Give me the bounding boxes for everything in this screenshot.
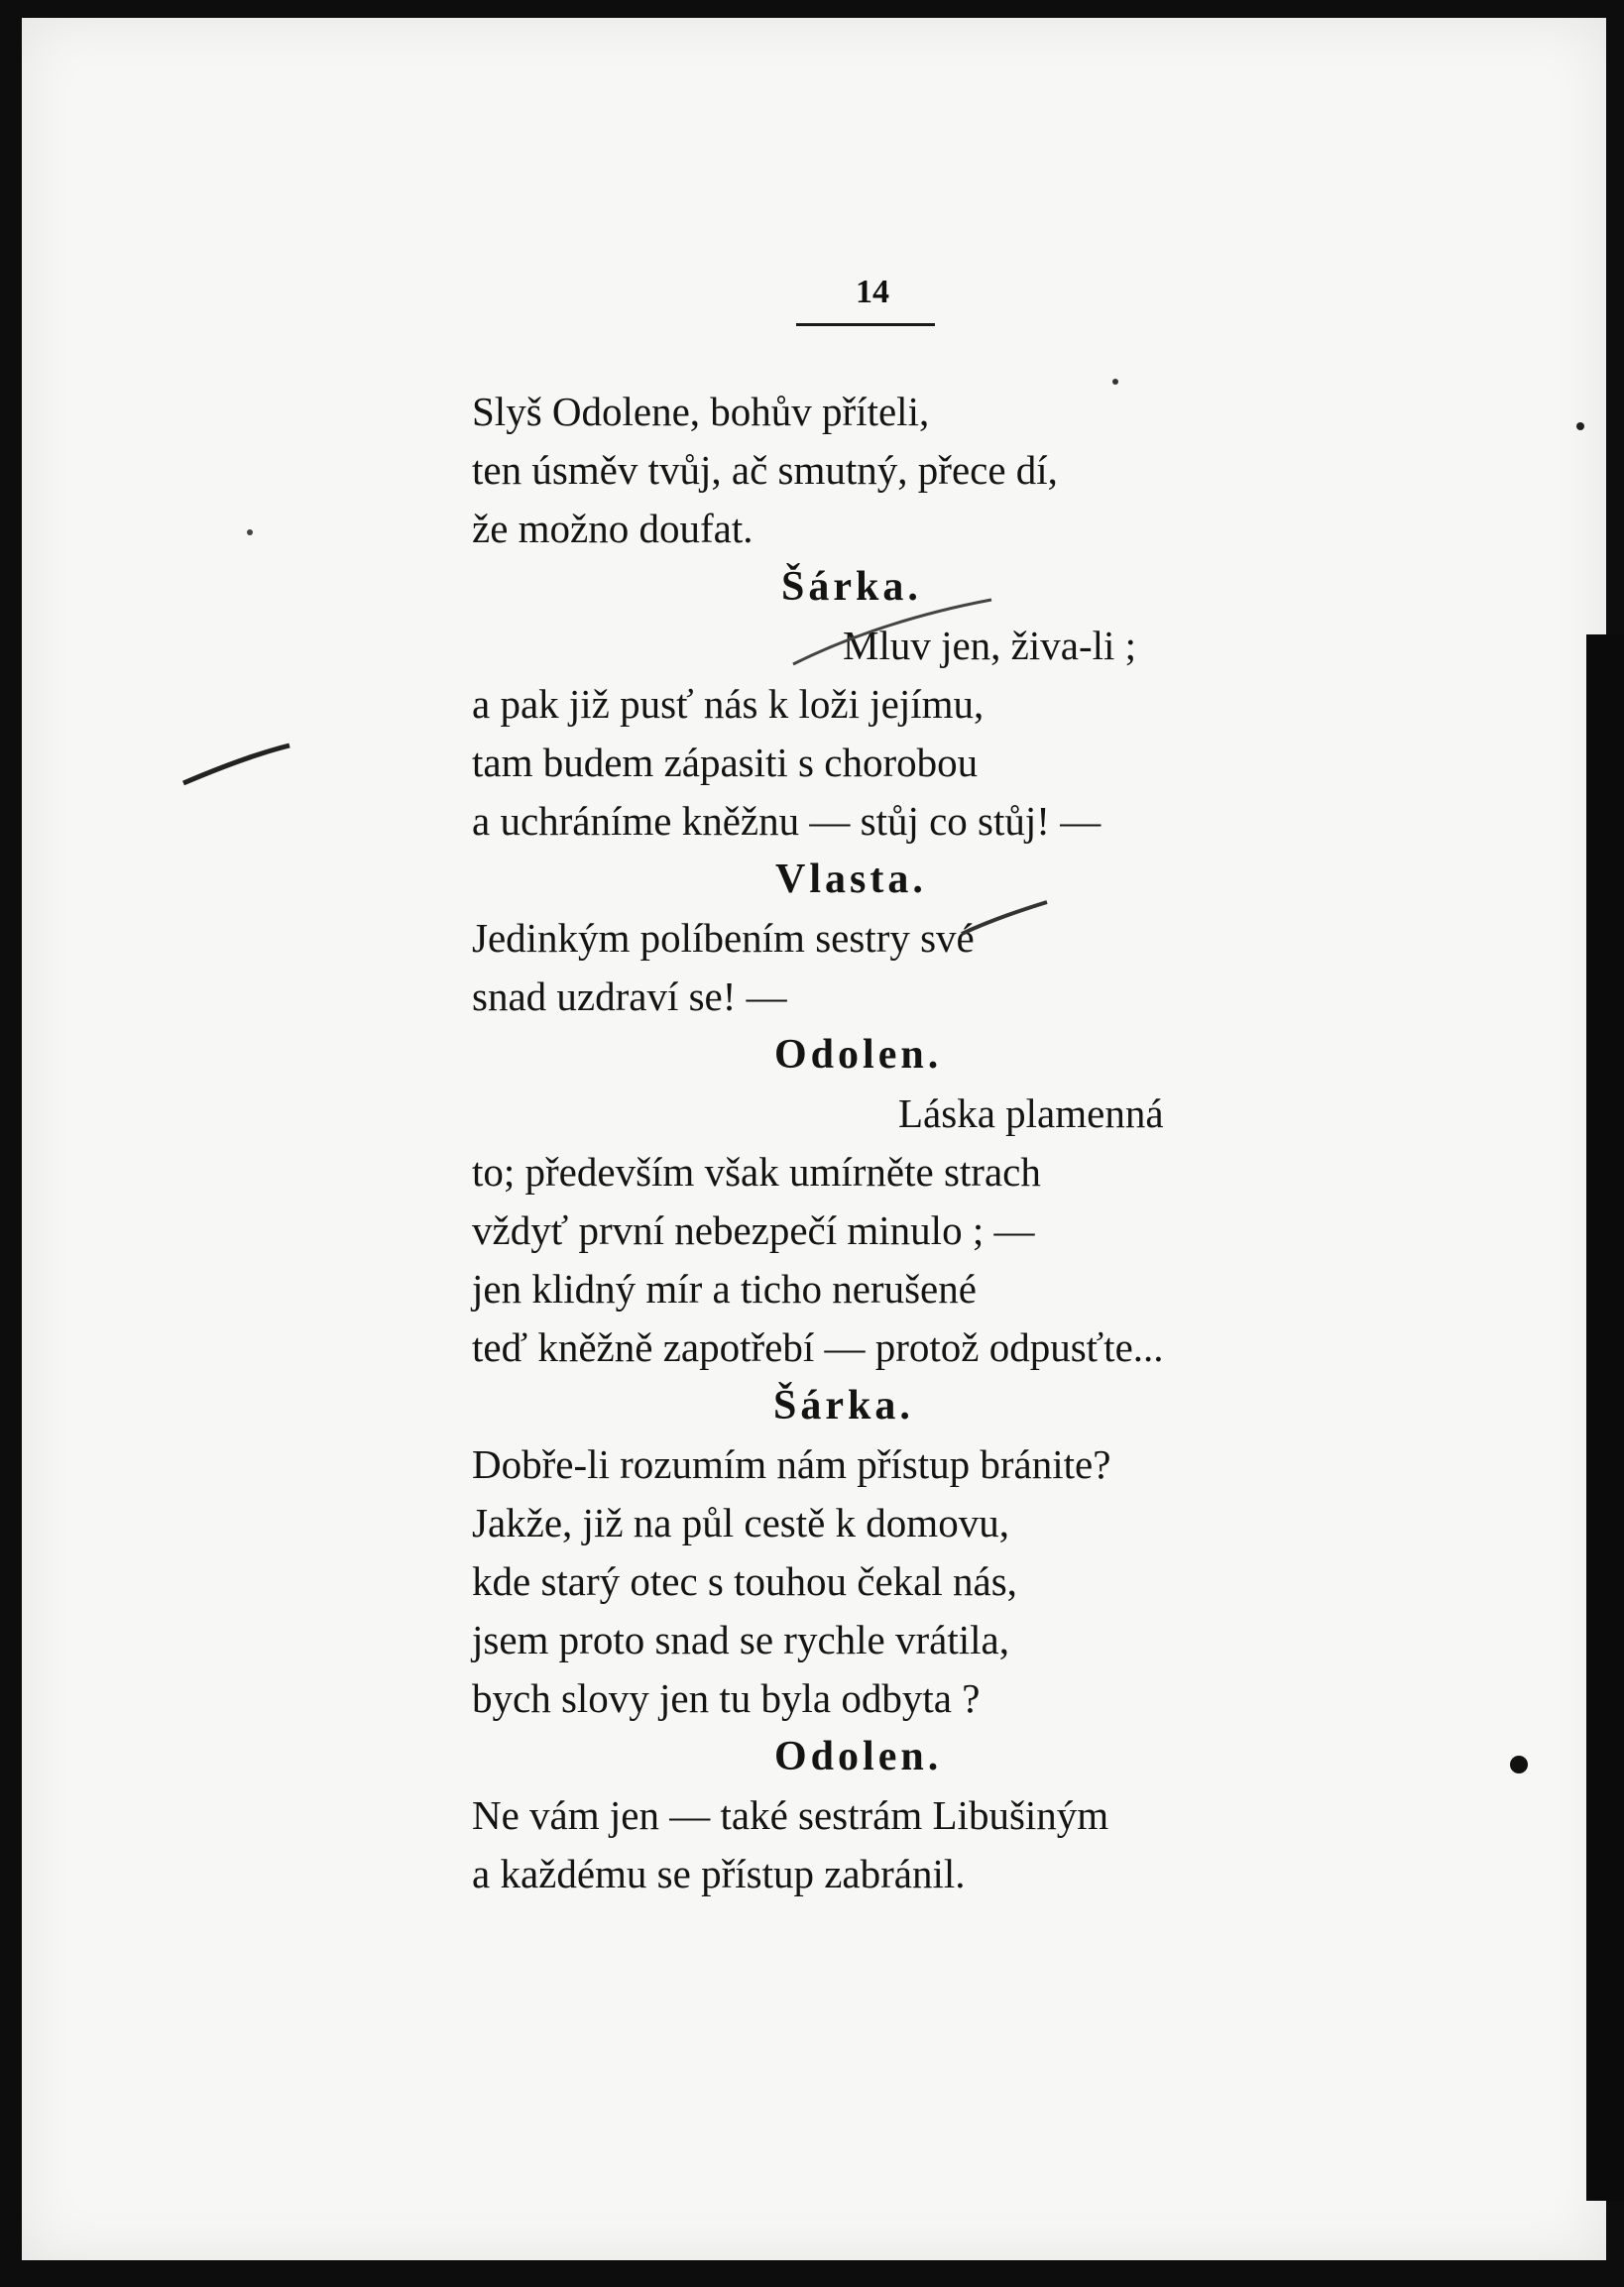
- verse-line: vždyť první nebezpečí minulo ; —: [472, 1207, 1035, 1253]
- verse-line: bych slovy jen tu byla odbyta ?: [472, 1675, 981, 1721]
- verse-line: a každému se přístup zabránil.: [472, 1851, 966, 1896]
- verse-line: jen klidný mír a ticho nerušené: [472, 1266, 977, 1312]
- verse-line: Mluv jen, živa-li ;: [843, 623, 1137, 668]
- verse-line: a uchráníme kněžnu — stůj co stůj! —: [472, 798, 1102, 844]
- scan-edge-shadow: [1586, 634, 1624, 2201]
- speaker-name: Šárka.: [781, 564, 922, 610]
- verse-line: a pak již pusť nás k loži jejímu,: [472, 681, 985, 727]
- verse-line: Jedinkým políbením sestry své: [472, 915, 975, 961]
- speaker-name: Vlasta.: [775, 857, 927, 902]
- play-text: [472, 383, 1424, 1903]
- speaker-name: Šárka.: [773, 1383, 914, 1429]
- verse-line: jsem proto snad se rychle vrátila,: [472, 1617, 1009, 1662]
- speaker-name: Odolen.: [774, 1734, 943, 1779]
- verse-line: že možno doufat.: [472, 506, 754, 551]
- verse-line: to; především však umírněte strach: [472, 1149, 1041, 1195]
- verse-line: snad uzdraví se! —: [472, 973, 787, 1019]
- verse-line: Dobře-li rozumím nám přístup bránite?: [472, 1441, 1111, 1487]
- verse-line: Láska plamenná: [898, 1090, 1164, 1136]
- verse-line: tam budem zápasiti s chorobou: [472, 740, 979, 785]
- verse-line: Slyš Odolene, bohův příteli,: [472, 389, 930, 434]
- verse-line: Jakže, již na půl cestě k domovu,: [472, 1500, 1009, 1545]
- verse-line: teď kněžně zapotřebí — protož odpusťte...: [472, 1324, 1164, 1370]
- verse-line: Ne vám jen — také sestrám Libušiným: [472, 1792, 1109, 1838]
- verse-line: kde starý otec s touhou čekal nás,: [472, 1558, 1017, 1604]
- page-number: 14: [856, 274, 889, 310]
- speaker-name: Odolen.: [774, 1032, 943, 1078]
- verse-line: ten úsměv tvůj, ač smutný, přece dí,: [472, 447, 1058, 493]
- page-number-rule: [796, 323, 935, 326]
